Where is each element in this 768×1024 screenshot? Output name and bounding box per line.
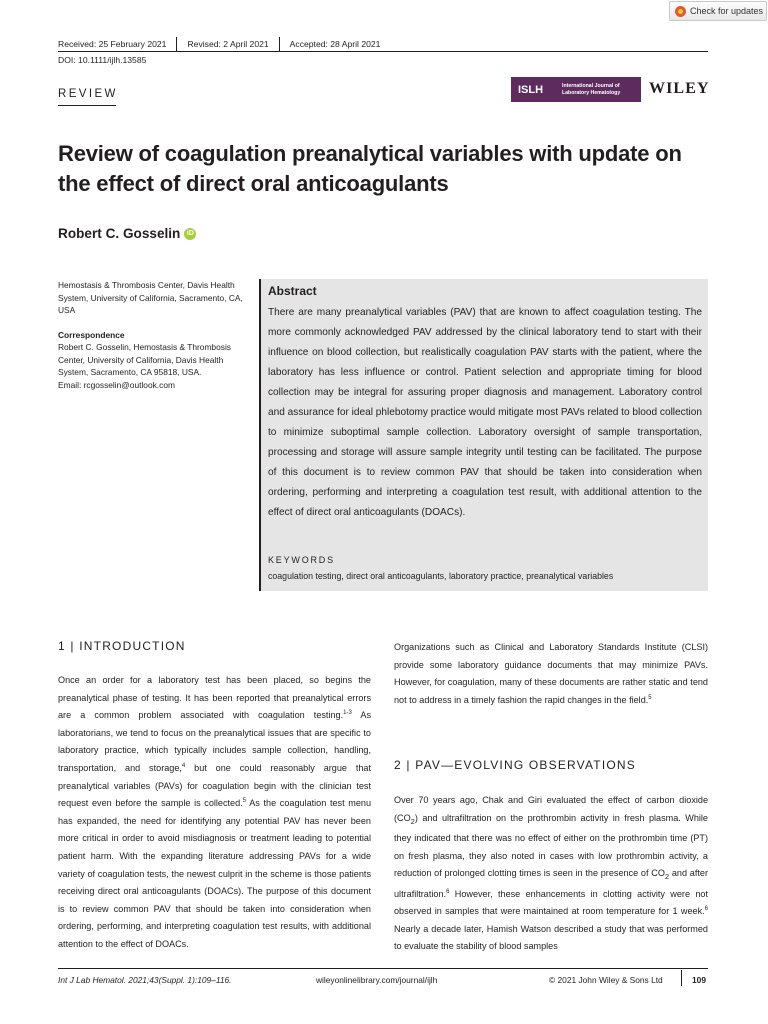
text-run: ) and ultrafiltration on the prothrombin activity in fresh plasma. While they indicated that there was no effect of either on the prothrombin time (PT) on fresh plasma, they also noted in cases with low prothrombin activity, a reduction of prolonged clotting times is seen in the presence of CO [394,812,708,879]
text-run: and after ultrafiltration. [394,868,708,899]
journal-logo-line1: International Journal of [562,82,620,89]
keywords-heading: KEYWORDS [268,555,335,565]
correspondence-text: Robert C. Gosselin, Hemostasis & Thrombosis Center, University of California, Davis Health System, Sacramento, CA 95818, USA. [58,342,231,377]
received-date: Received: 25 February 2021 [58,39,167,49]
affiliation-block [58,279,248,391]
affiliation: Hemostasis & Thrombosis Center, Davis Health System, University of California, Sacramento, CA, USA [58,280,243,315]
journal-logo-line2: Laboratory Hematology [562,89,621,96]
section-2-heading: 2 | PAV—EVOLVING OBSERVATIONS [394,758,636,772]
orcid-icon[interactable]: iD [184,228,196,240]
abstract-box [259,279,708,591]
citation[interactable]: 5 [242,798,247,805]
abstract-heading: Abstract [268,284,317,298]
publisher-logo: WILEY [649,80,710,97]
footer-separator [681,970,682,986]
section-2-paragraph [394,792,708,956]
citation[interactable]: 6 [704,906,708,913]
review-underline [58,105,116,106]
email[interactable]: Email: rcgosselin@outlook.com [58,379,175,390]
text-run: Nearly a decade later, Hamish Watson described a study that was performed to evaluate the stability of blood samples [394,923,708,952]
text-run: However, these enhancements in clotting activity were not observed in samples that were maintained at room temperature for 1 week. [394,888,708,917]
correspondence-label: Correspondence [58,329,125,340]
section-1-paragraph [58,672,371,954]
text-run: As the coagulation test menu has expanded, the need for identifying any potential PAV has never been more critical in order to avoid misdiagnosis or treatment leading to potential patient harm. With the expanding literature addressing PAVs for a wide variety of coagulation tests, the newest culprit in the scheme is those patients receiving direct oral anticoagulants (DOACs). The purpose of this document is to review common PAV that should be taken into consideration when ordering, performing, and interpreting coagulation test results, with additional attention to the effect of DOACs. [58,798,372,949]
section-1-continued [394,639,708,709]
citation[interactable]: 6 [446,888,450,895]
subscript: 2 [664,872,670,881]
text-run: Once an order for a laboratory test has been placed, so begins the preanalytical phase of testing. It has been reported that preanalytical errors are a common problem associated with coagulation testing. [58,675,371,721]
subscript: 2 [410,816,415,826]
abstract-text: There are many preanalytical variables (PAV) that are known to affect coagulation testing. The more commonly acknowledged PAV addressed by the clinical laboratory tend to start with their influence on blood collection, but realistically coagulation PAV starts with the patient, where the laboratory has less influence or control. Patient selection and appropriate timing for blood collection may be integral for assuring proper diagnosis and management. Laboratory control and assurance for ideal phlebotomy practice would mitigate most PAVs related to blood collection to minimize suboptimal sample collection. Laboratory oversight of sample transportation, processing and storage will assure sample integrity until testing can be facilitated. The purpose of this document is to review common PAV that should be taken into consideration when ordering, performing and interpreting a coagulation test result, with additional attention to the effect of direct oral anticoagulants (DOACs). [268,307,702,518]
accepted-date: Accepted: 28 April 2021 [279,37,391,51]
text-run: Over 70 years ago, Chak and Giri evaluated the effect of carbon dioxide (CO [394,795,708,823]
page-number: 109 [692,975,706,985]
footer-copyright: © 2021 John Wiley & Sons Ltd [549,975,663,985]
check-for-updates-label: Check for updates [690,6,764,16]
text-run: but one could reasonably argue that preanalytical variables (PAVs) for coagulation begin with the clinician test request even before the sample is collected. [58,762,371,809]
footer-url[interactable]: wileyonlinelibrary.com/journal/ijlh [316,975,438,985]
text-run: Organizations such as Clinical and Laboratory Standards Institute (CLSI) provide some laboratory guidance documents that may minimize PAVs. However, for coagulation, many of these documents are rather static and tend not to address in a timely fashion the rapid changes in the field. [394,642,708,705]
article-type: REVIEW [58,88,118,100]
citation[interactable]: 4 [181,762,186,769]
doi[interactable]: DOI: 10.1111/ijlh.13585 [58,55,147,65]
keywords: coagulation testing, direct oral anticoagulants, laboratory practice, preanalytical variables [268,571,614,581]
journal-logo [511,77,641,102]
journal-logo-abbrev: ISLH [518,83,544,96]
article-dates [58,37,390,51]
footer-citation: Int J Lab Hematol. 2021;43(Suppl. 1):109–116. [58,975,232,985]
text-run: As laboratorians, we tend to focus on the preanalytical issues that are specific to laboratory practice, which typically includes sample collection, handling, transportation, and storage, [58,710,372,773]
footer-divider [58,968,708,969]
revised-date: Revised: 2 April 2021 [176,37,278,51]
citation[interactable]: 1-3 [343,710,352,717]
correspondence [58,329,248,392]
author [58,226,196,241]
article-title: Review of coagulation preanalytical variables with update on the effect of direct oral anticoagulants [58,141,682,196]
header-divider [58,51,708,52]
check-for-updates-button[interactable] [669,1,767,21]
crossmark-icon [675,6,686,17]
author-name[interactable]: Robert C. Gosselin [58,226,181,241]
citation[interactable]: 5 [648,694,652,701]
section-1-heading: 1 | INTRODUCTION [58,639,186,653]
